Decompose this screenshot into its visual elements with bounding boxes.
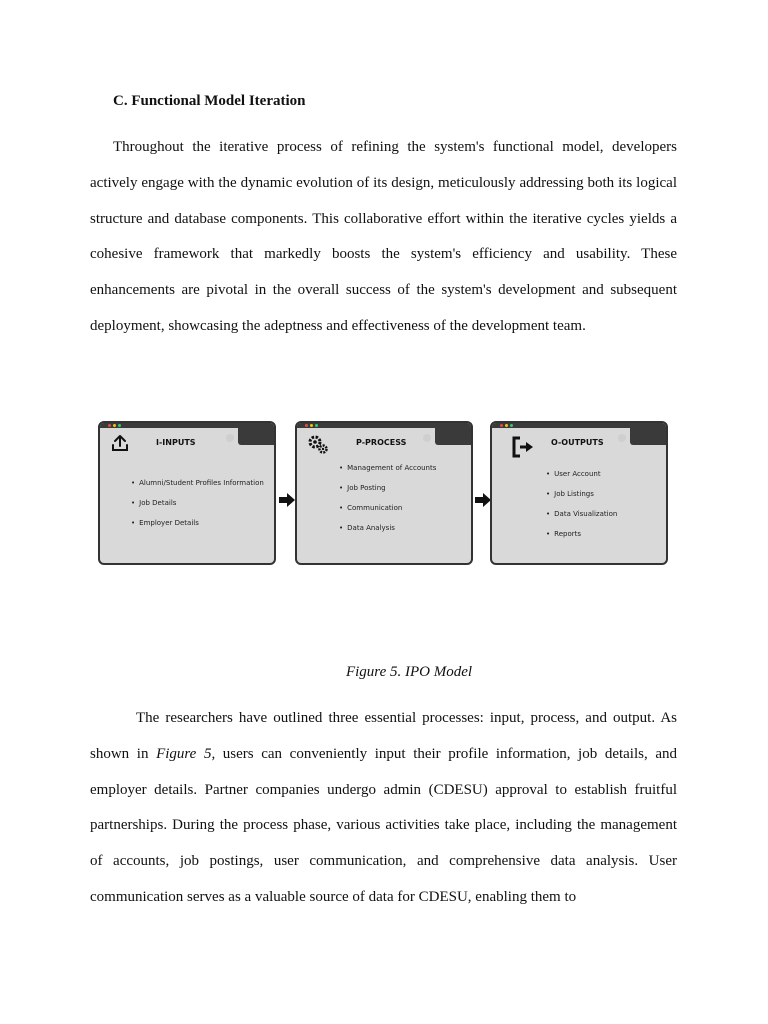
panel-title: O-OUTPUTS: [551, 438, 604, 447]
list-item: • Communication: [339, 504, 436, 524]
arrow-right-icon: [279, 493, 295, 512]
list-item: • Data Visualization: [546, 510, 617, 530]
paragraph-text: The researchers have outlined three essential processes: input, process, and output. As shown in: [90, 710, 677, 762]
list-item: • Data Analysis: [339, 524, 436, 544]
figure-reference: Figure 5,: [156, 745, 216, 762]
upload-icon: [110, 433, 130, 457]
list-item: • Job Posting: [339, 484, 436, 504]
gears-icon: [307, 433, 329, 459]
panel-title: I-INPUTS: [156, 438, 196, 447]
panel-inputs: [98, 421, 276, 565]
panel-outputs: [490, 421, 668, 565]
list-item: • Job Listings: [546, 490, 617, 510]
panel-title: P-PROCESS: [356, 438, 407, 447]
list-item: • Job Details: [131, 499, 264, 519]
arrow-right-icon: [475, 493, 491, 512]
paragraph-ipo-description: [90, 701, 677, 916]
exit-icon: [511, 436, 535, 462]
ipo-model-figure: [98, 421, 672, 569]
panel-process: [295, 421, 473, 565]
figure-caption: Figure 5. IPO Model: [345, 664, 473, 680]
list-item: • Employer Details: [131, 519, 264, 539]
paragraph-text: users can conveniently input their profile information, job details, and employer details. Partner companies undergo admin (CDESU) approval to establish fruitful partnerships. During the process phase, various activities take place, including the management of accounts, job postings, user communication, and comprehensive data analysis. User communication serves as a valuable source of data for CDESU, enabling them to: [90, 745, 677, 905]
list-item: • Management of Accounts: [339, 464, 436, 484]
list-item: • Reports: [546, 530, 617, 550]
section-heading: C. Functional Model Iteration: [113, 93, 306, 109]
list-item: • User Account: [546, 470, 617, 490]
paragraph-functional-model: Throughout the iterative process of refining the system's functional model, developers actively engage with the dynamic evolution of its design, meticulously addressing both its logical structure and database components. This collaborative effort within the iterative cycles yields a cohesive framework that markedly boosts the system's efficiency and usability. These enhancements are pivotal in the overall success of the system's development and subsequent deployment, showcasing the adeptness and effectiveness of the development team.: [90, 139, 677, 334]
list-item: • Alumni/Student Profiles Information: [131, 479, 264, 499]
